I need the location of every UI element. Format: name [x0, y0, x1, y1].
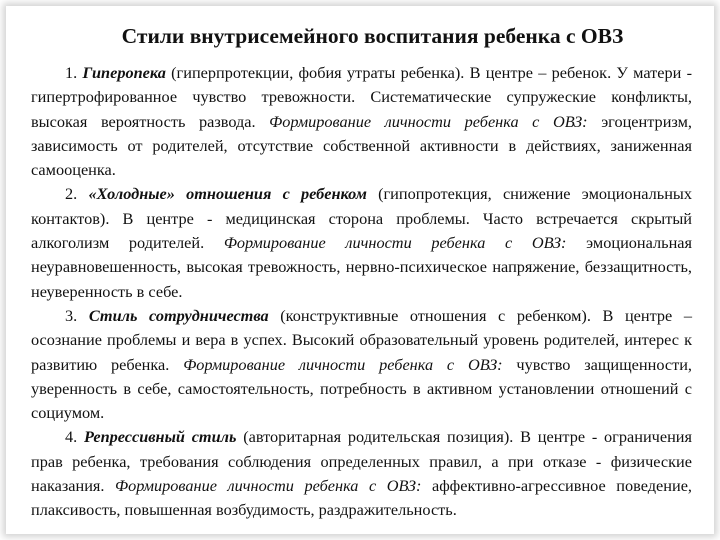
slide — [6, 6, 714, 534]
style-name: «Холодные» отношения с ребенком — [88, 184, 367, 204]
formation-label: Формирование личности ребенка с ОВЗ: — [223, 233, 567, 253]
paragraph-number: 2. — [65, 184, 78, 204]
style-description: (гиперпротекции, фобия утраты ребенка). В центре – ребенок. У матери - гипертрофированное чувство тревожности. Систематические супружеские конфликты, высокая вероятность развода. — [31, 63, 693, 131]
formation-text: эмоциональная неуравновешенность, высокая тревожность, нервно-психическое напряжение, беззащитность, неуверенность в себе. — [31, 233, 692, 301]
paragraph-repressive — [31, 425, 692, 522]
paragraph-cold-relations — [31, 182, 692, 303]
style-name: Гиперопека — [82, 63, 166, 82]
style-description: (конструктивные отношения с ребенком). В центре – осознание проблемы и вера в успех. Высокий образовательный уровень родителей, интерес к развитию ребенка. — [31, 305, 693, 374]
paragraph-number: 3. — [65, 305, 78, 325]
style-name: Репрессивный стиль — [83, 427, 237, 447]
style-description: (авторитарная родительская позиция). В центре - ограничения прав ребенка, требования соблюдения определенных правил, а при отказе - физические наказания. — [31, 427, 692, 496]
slide-body — [31, 61, 692, 523]
paragraph-number: 1. — [65, 63, 78, 82]
formation-label: Формирование личности ребенка с ОВЗ: — [183, 354, 503, 374]
formation-text: аффективно-агрессивное поведение, плаксивость, повышенная возбудимость, раздражительность. — [31, 476, 692, 520]
style-description: (гипопротекция, снижение эмоциональных контактов). В центре - медицинская сторона проблемы. Часто встречается скрытый алкоголизм родителей. — [31, 184, 693, 253]
formation-text: эгоцентризм, зависимость от родителей, отсутствие собственной активности в действиях, заниженная самооценка. — [31, 111, 692, 180]
formation-label: Формирование личности ребенка с ОВЗ: — [269, 111, 588, 131]
paragraph-number: 4. — [65, 427, 78, 447]
paragraph-cooperation — [31, 304, 692, 425]
paragraph-hyperprotection — [31, 61, 692, 182]
slide-title: Стили внутрисемейного воспитания ребенка с ОВЗ — [121, 24, 624, 48]
formation-label: Формирование личности ребенка с ОВЗ: — [115, 476, 422, 496]
style-name: Стиль сотрудничества — [88, 305, 269, 325]
formation-text: чувство защищенности, уверенность в себе, самостоятельность, потребность в активном установлении отношений с социумом. — [31, 354, 693, 423]
